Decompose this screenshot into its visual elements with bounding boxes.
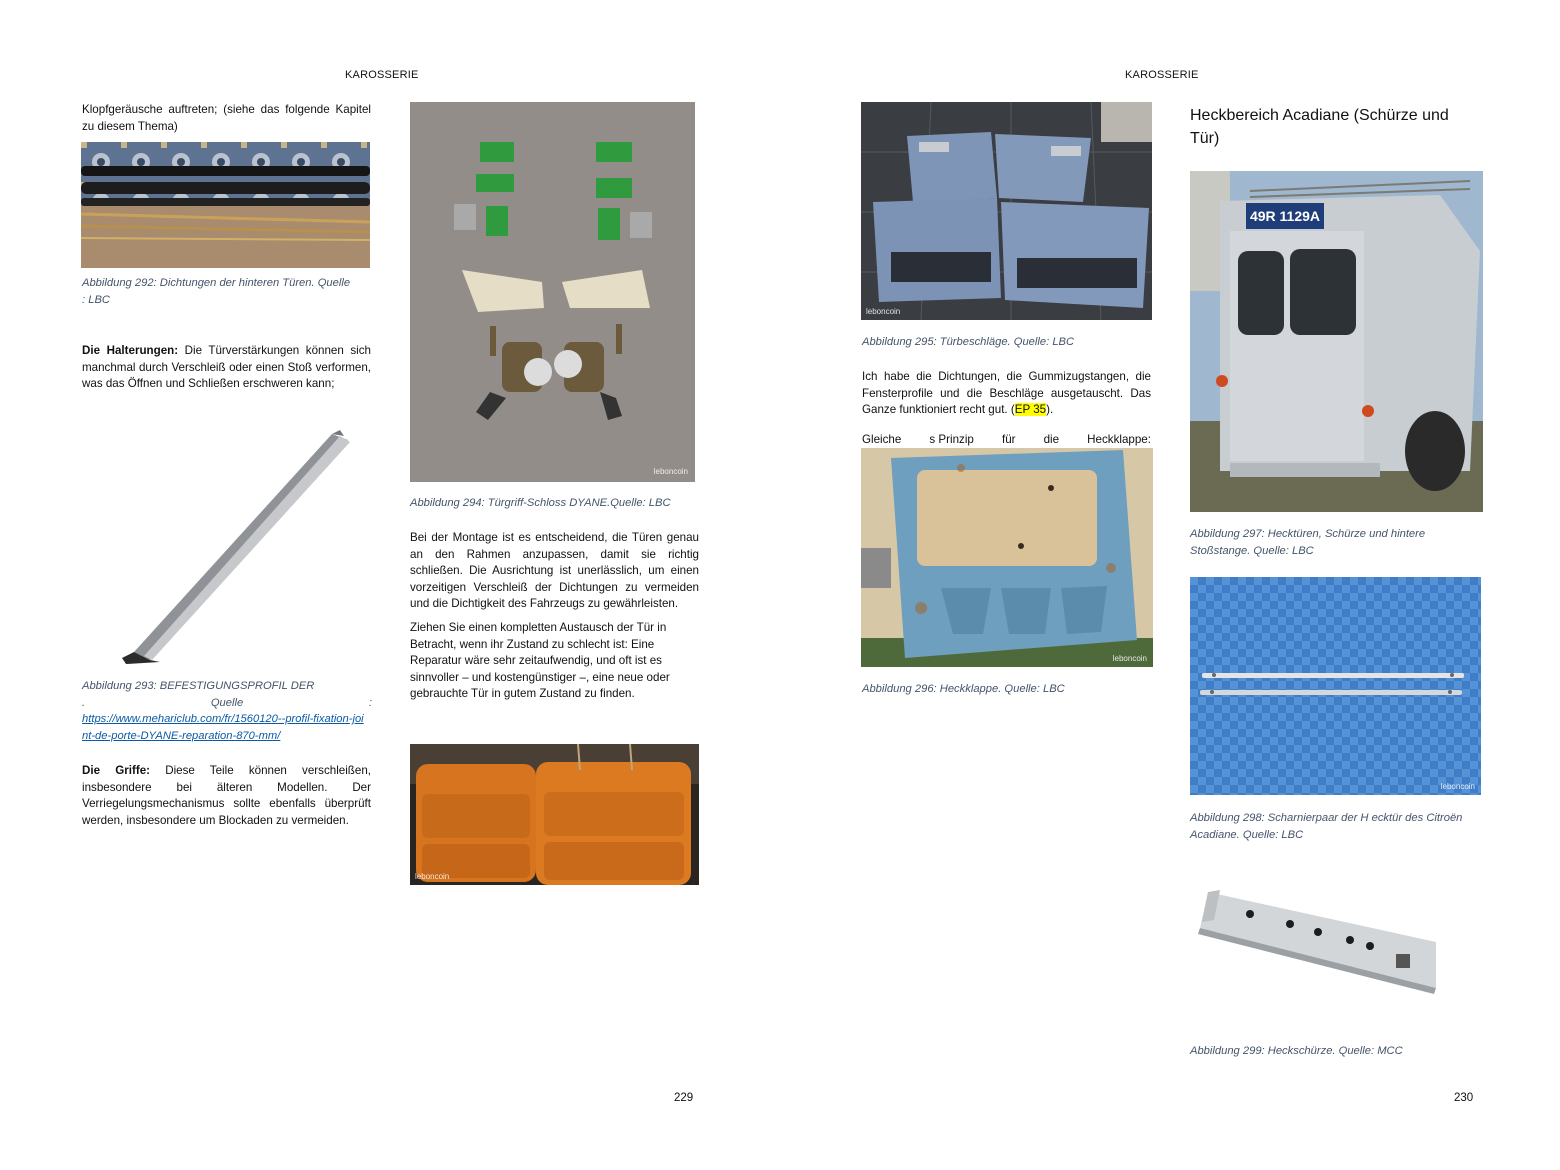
figure-292-caption-source: : LBC <box>82 293 110 306</box>
figure-299-image <box>1190 880 1450 1000</box>
word: s Prinzip <box>929 433 974 446</box>
halterungen-label: Die Halterungen: <box>82 344 179 357</box>
ep35-highlight: EP 35 <box>1014 403 1047 416</box>
word: die <box>1043 433 1060 446</box>
halterungen-paragraph <box>82 343 371 393</box>
heckklappe-intro <box>862 432 1151 449</box>
mehariclub-link[interactable]: https://www.mehariclub.com/fr/1560120--profil-fixation-joint-de-porte-DYANE-reparation-870-mm/ <box>82 713 364 742</box>
figure-298-caption: Abbildung 298: Scharnierpaar der H ecktür des Citroën Acadiane. Quelle: LBC <box>1190 812 1463 841</box>
caption-colon: : <box>368 696 372 709</box>
figure-298-image <box>1190 577 1481 795</box>
figure-299-caption: Abbildung 299: Heckschürze. Quelle: MCC <box>1190 1045 1403 1057</box>
orange-doors-image <box>410 744 699 885</box>
montage-paragraph: Bei der Montage ist es entscheidend, die Türen genau an den Rahmen anzupassen, damit sie richtig schließen. Die Ausrichtung ist unerlässlich, um einen vorzeitigen Verschleiß der Dichtungen zu vermeiden und die Dichtigkeit des Fahrzeugs zu gewährleisten. <box>410 531 699 610</box>
figure-297-image <box>1190 171 1483 512</box>
caption-dot: . <box>82 696 86 709</box>
right-page-number: 230 <box>1454 1092 1474 1104</box>
dichtungen-paragraph <box>862 369 1151 419</box>
figure-296-caption: Abbildung 296: Heckklappe. Quelle: LBC <box>862 683 1065 695</box>
dichtungen-text-end: ). <box>1046 403 1054 416</box>
dichtungen-text: Ich habe die Dichtungen, die Gummizugstangen, die Fensterprofile und die Beschläge ausgetauscht. Das Ganze funktioniert recht gut. ( <box>862 370 1151 416</box>
figure-294-caption: Abbildung 294: Türgriff-Schloss DYANE.Quelle: LBC <box>410 497 671 509</box>
figure-297-caption: Abbildung 297: Hecktüren, Schürze und hintere Stoßstange. Quelle: LBC <box>1190 528 1426 557</box>
leboncoin-watermark: leboncoin <box>1112 654 1147 663</box>
leboncoin-watermark: leboncoin <box>415 872 450 881</box>
right-page-header: KAROSSERIE <box>1125 69 1199 81</box>
heckbereich-heading: Heckbereich Acadiane (Schürze und Tür) <box>1190 107 1449 147</box>
left-page-header: KAROSSERIE <box>345 69 419 81</box>
halterungen-text: Die Türverstärkungen können sich manchmal durch Verschleiß oder einen Stoß verformen, was das Öffnen und Schließen erschweren kann; <box>82 344 371 390</box>
figure-293-caption-source-line <box>82 695 372 712</box>
section-heading <box>1190 104 1480 150</box>
leboncoin-watermark: leboncoin <box>866 307 901 316</box>
figure-292-image <box>81 142 370 268</box>
word: für <box>1001 433 1016 446</box>
leboncoin-watermark: leboncoin <box>653 467 688 476</box>
caption-quelle: Quelle <box>210 696 244 709</box>
word: Gleiche <box>862 433 902 446</box>
figure-294-image <box>410 102 695 482</box>
figure-292-caption-line: Abbildung 292: Dichtungen der hinteren Türen. Quelle <box>82 277 351 289</box>
figure-292-caption <box>82 275 374 308</box>
left-page-number: 229 <box>674 1092 694 1104</box>
griffe-text: Diese Teile können verschleißen, insbesondere bei älteren Modellen. Der Verriegelungsmechanismus sollte ebenfalls überprüft werden, insbesondere um Blockaden zu vermeiden. <box>82 764 371 827</box>
figure-293-caption <box>82 678 372 744</box>
figure-295-image <box>861 102 1152 320</box>
intro-text: Klopfgeräusche auftreten; (siehe das folgende Kapitel zu diesem Thema) <box>82 103 371 133</box>
figure-295-caption: Abbildung 295: Türbeschläge. Quelle: LBC <box>862 336 1075 348</box>
word: Heckklappe: <box>1087 433 1151 446</box>
license-plate-text: 49R 1129A <box>1249 208 1321 224</box>
austausch-paragraph: Ziehen Sie einen kompletten Austausch der Tür in Betracht, wenn ihr Zustand zu schlecht ist: Eine Reparatur wäre sehr zeitaufwendig, und oft ist es sinnvoller – und kostengünstiger –, eine neue oder gebrauchte Tür in gutem Zustand zu finden. <box>410 621 670 700</box>
figure-293-caption-title: Abbildung 293: BEFESTIGUNGSPROFIL DER <box>82 680 315 692</box>
figure-293-image <box>82 424 371 668</box>
griffe-label: Die Griffe: <box>82 764 151 777</box>
griffe-paragraph <box>82 763 371 829</box>
leboncoin-watermark: leboncoin <box>1440 782 1475 791</box>
figure-296-image <box>861 448 1153 667</box>
